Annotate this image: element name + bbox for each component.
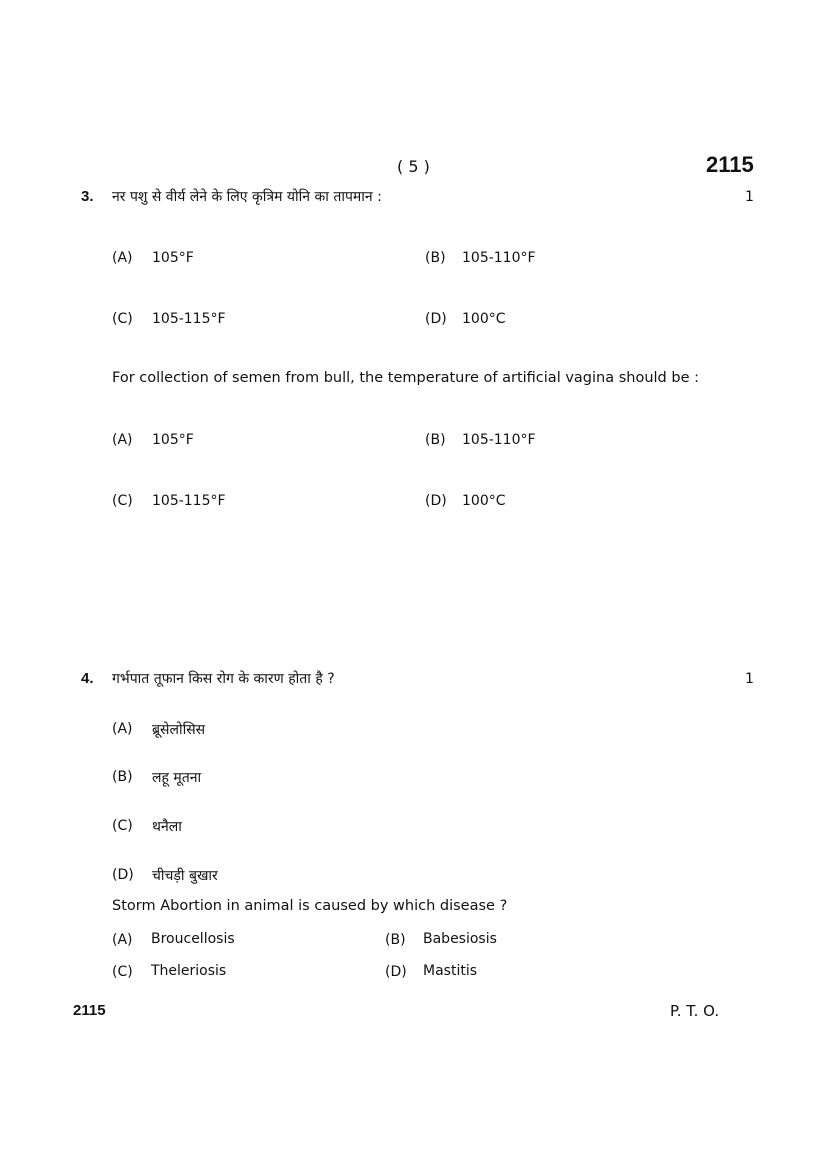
question-4-marks: 1 (745, 671, 754, 687)
q4-english-option-a-text: Broucellosis (151, 931, 235, 947)
pto-label: P. T. O. (670, 1002, 720, 1020)
q4-hindi-option-b-text: लहू मूतना (152, 770, 202, 786)
q4-english-option-b-label: (B) (385, 932, 406, 948)
q3-english-option-b-label: (B) (425, 432, 446, 448)
q4-hindi-option-b-label: (B) (112, 769, 133, 785)
q4-english-option-c-label: (C) (112, 964, 133, 980)
q3-hindi-option-a-text: 105°F (152, 250, 194, 266)
q4-english-option-b-text: Babesiosis (423, 931, 497, 947)
q3-english-option-d-label: (D) (425, 493, 447, 509)
q4-hindi-option-a-label: (A) (112, 721, 133, 737)
q4-hindi-option-d-label: (D) (112, 867, 134, 883)
page-number: ( 5 ) (397, 157, 430, 176)
q3-hindi-option-d-label: (D) (425, 311, 447, 327)
q3-hindi-option-b-label: (B) (425, 250, 446, 266)
q4-english-option-c-text: Theleriosis (151, 963, 227, 979)
question-3-english-text: For collection of semen from bull, the temperature of artificial vagina should be : (112, 370, 699, 386)
question-3-hindi-text: नर पशु से वीर्य लेने के लिए कृत्रिम योनि का तापमान : (112, 189, 382, 205)
q4-hindi-option-d-text: चीचड़ी बुखार (152, 868, 218, 884)
q4-hindi-option-c-text: थनैला (152, 819, 182, 835)
q3-hindi-option-c-text: 105-115°F (152, 311, 226, 327)
question-4-number: 4. (81, 670, 94, 687)
q4-hindi-option-c-label: (C) (112, 818, 133, 834)
q3-english-option-a-label: (A) (112, 432, 133, 448)
paper-code-footer: 2115 (73, 1002, 106, 1019)
question-3-marks: 1 (745, 189, 754, 205)
q3-english-option-b-text: 105-110°F (462, 432, 536, 448)
q4-english-option-d-label: (D) (385, 964, 407, 980)
q3-hindi-option-d-text: 100°C (462, 311, 506, 327)
q3-hindi-option-b-text: 105-110°F (462, 250, 536, 266)
question-4-english-text: Storm Abortion in animal is caused by which disease ? (112, 898, 508, 914)
q4-english-option-a-label: (A) (112, 932, 133, 948)
q3-english-option-d-text: 100°C (462, 493, 506, 509)
q3-english-option-c-text: 105-115°F (152, 493, 226, 509)
question-3-number: 3. (81, 188, 94, 205)
q3-english-option-c-label: (C) (112, 493, 133, 509)
q4-hindi-option-a-text: ब्रूसेलोसिस (152, 722, 206, 738)
q3-hindi-option-a-label: (A) (112, 250, 133, 266)
question-4-hindi-text: गर्भपात तूफान किस रोग के कारण होता है ? (112, 671, 335, 687)
paper-code-top: 2115 (706, 152, 754, 177)
q3-english-option-a-text: 105°F (152, 432, 194, 448)
q3-hindi-option-c-label: (C) (112, 311, 133, 327)
q4-english-option-d-text: Mastitis (423, 963, 478, 979)
